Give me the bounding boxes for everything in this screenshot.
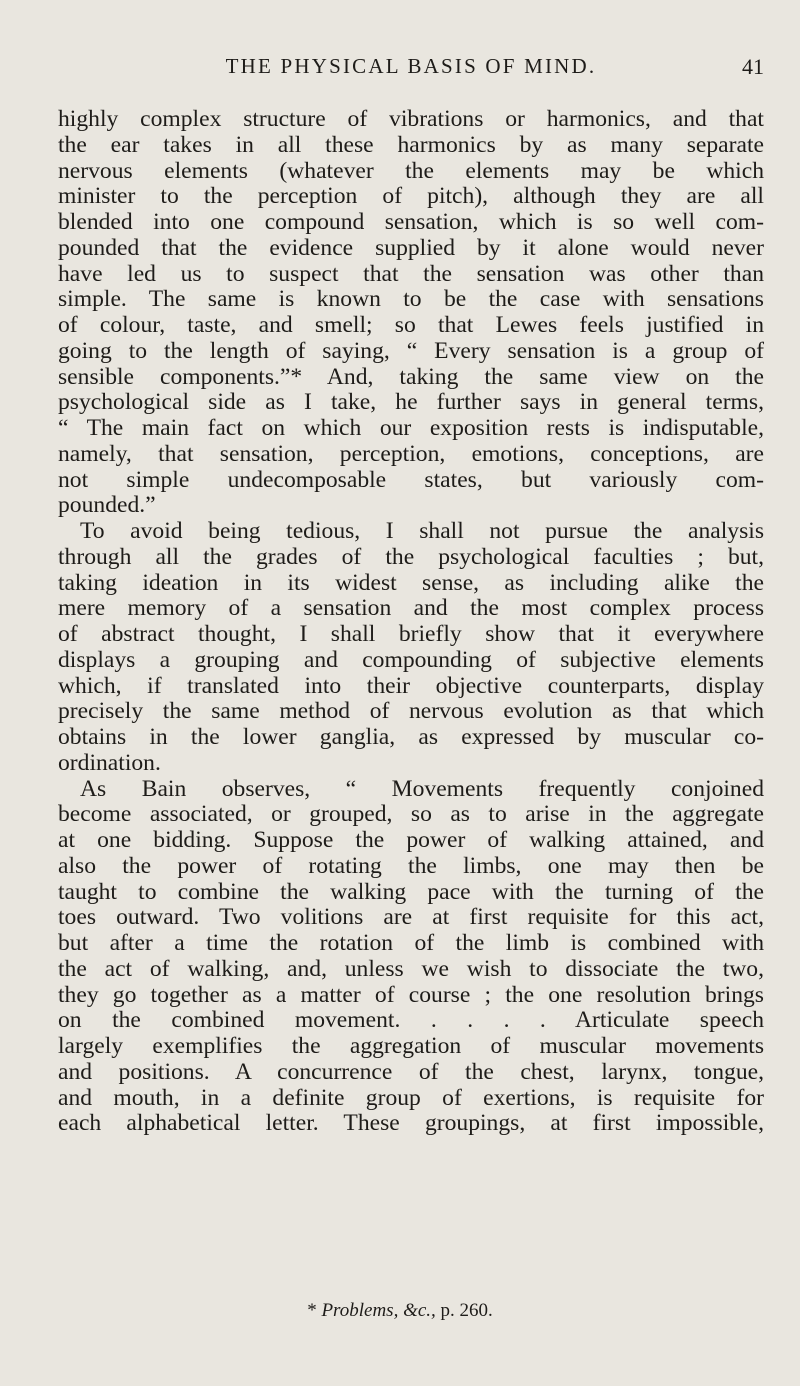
- text-line: psychological side as I take, he further says in general terms,: [58, 389, 764, 416]
- text-line: As Bain observes, “ Movements frequently conjoined: [80, 775, 764, 802]
- text-line: highly complex structure of vibrations or harmonics, and that: [58, 106, 764, 132]
- page-number: 41: [742, 54, 764, 79]
- text-line: namely, that sensation, perception, emotions, conceptions, are: [58, 440, 764, 467]
- text-line: the ear takes in all these harmonics by as many separate: [58, 131, 764, 158]
- text-line: going to the length of saying, “ Every sensation is a group of: [58, 337, 764, 364]
- text-line: of colour, taste, and smell; so that Lewes feels justified in: [58, 312, 764, 338]
- text-line: nervous elements (whatever the elements may be which: [58, 157, 764, 184]
- text-line: become associated, or grouped, so as to arise in the aggregate: [58, 801, 764, 828]
- text-line: the act of walking, and, unless we wish to dissociate the two,: [58, 955, 764, 982]
- text-line: they go together as a matter of course ; the one resolution brings: [58, 981, 764, 1008]
- text-line: ordination.: [58, 749, 161, 776]
- text-line: taught to combine the walking pace with the turning of the: [58, 878, 764, 905]
- text-line: mere memory of a sensation and the most complex process: [58, 595, 764, 622]
- text-line: through all the grades of the psychological faculties ; but,: [58, 543, 764, 570]
- footnote-reference: p. 260.: [440, 1300, 493, 1321]
- text-line: also the power of rotating the limbs, one may then be: [58, 852, 764, 879]
- running-head: [58, 54, 764, 84]
- text-line: To avoid being tedious, I shall not pursue the analysis: [80, 518, 764, 544]
- footnote-marker: *: [307, 1300, 317, 1321]
- footnote: [0, 1300, 800, 1322]
- text-line: have led us to suspect that the sensation was other than: [58, 260, 764, 287]
- text-line: taking ideation in its widest sense, as including alike the: [58, 569, 764, 596]
- text-line: of abstract thought, I shall briefly show that it everywhere: [58, 621, 764, 647]
- running-title: THE PHYSICAL BASIS OF MIND.: [225, 54, 597, 78]
- text-line: but after a time the rotation of the limb is combined with: [58, 930, 764, 956]
- text-line: displays a grouping and compounding of subjective elements: [58, 646, 764, 673]
- text-line: not simple undecomposable states, but variously com-: [58, 466, 764, 493]
- text-line: pounded.”: [58, 492, 156, 519]
- text-line: blended into one compound sensation, which is so well com-: [58, 209, 764, 235]
- text-line: obtains in the lower ganglia, as expressed by muscular co-: [58, 724, 764, 750]
- text-line: and positions. A concurrence of the chest, larynx, tongue,: [58, 1058, 764, 1085]
- text-line: sensible components.”* And, taking the same view on the: [58, 363, 764, 390]
- text-line: at one bidding. Suppose the power of walking attained, and: [58, 827, 764, 853]
- text-line: minister to the perception of pitch), although they are all: [58, 183, 764, 210]
- text-line: on the combined movement. . . . . Articulate speech: [58, 1007, 764, 1034]
- text-line: which, if translated into their objective counterparts, display: [58, 672, 764, 699]
- text-line: and mouth, in a definite group of exertions, is requisite for: [58, 1084, 764, 1111]
- text-line: toes outward. Two volitions are at first requisite for this act,: [58, 904, 764, 931]
- text-line: each alphabetical letter. These groupings, at first impossible,: [58, 1110, 764, 1137]
- text-line: precisely the same method of nervous evolution as that which: [58, 698, 764, 725]
- text-line: pounded that the evidence supplied by it alone would never: [58, 234, 764, 261]
- text-line: largely exemplifies the aggregation of muscular movements: [58, 1033, 764, 1059]
- text-line: “ The main fact on which our exposition rests is indisputable,: [58, 415, 764, 441]
- footnote-title: Problems, &c.,: [321, 1300, 436, 1321]
- body-text: [58, 107, 764, 1137]
- text-line: simple. The same is known to be the case with sensations: [58, 286, 764, 313]
